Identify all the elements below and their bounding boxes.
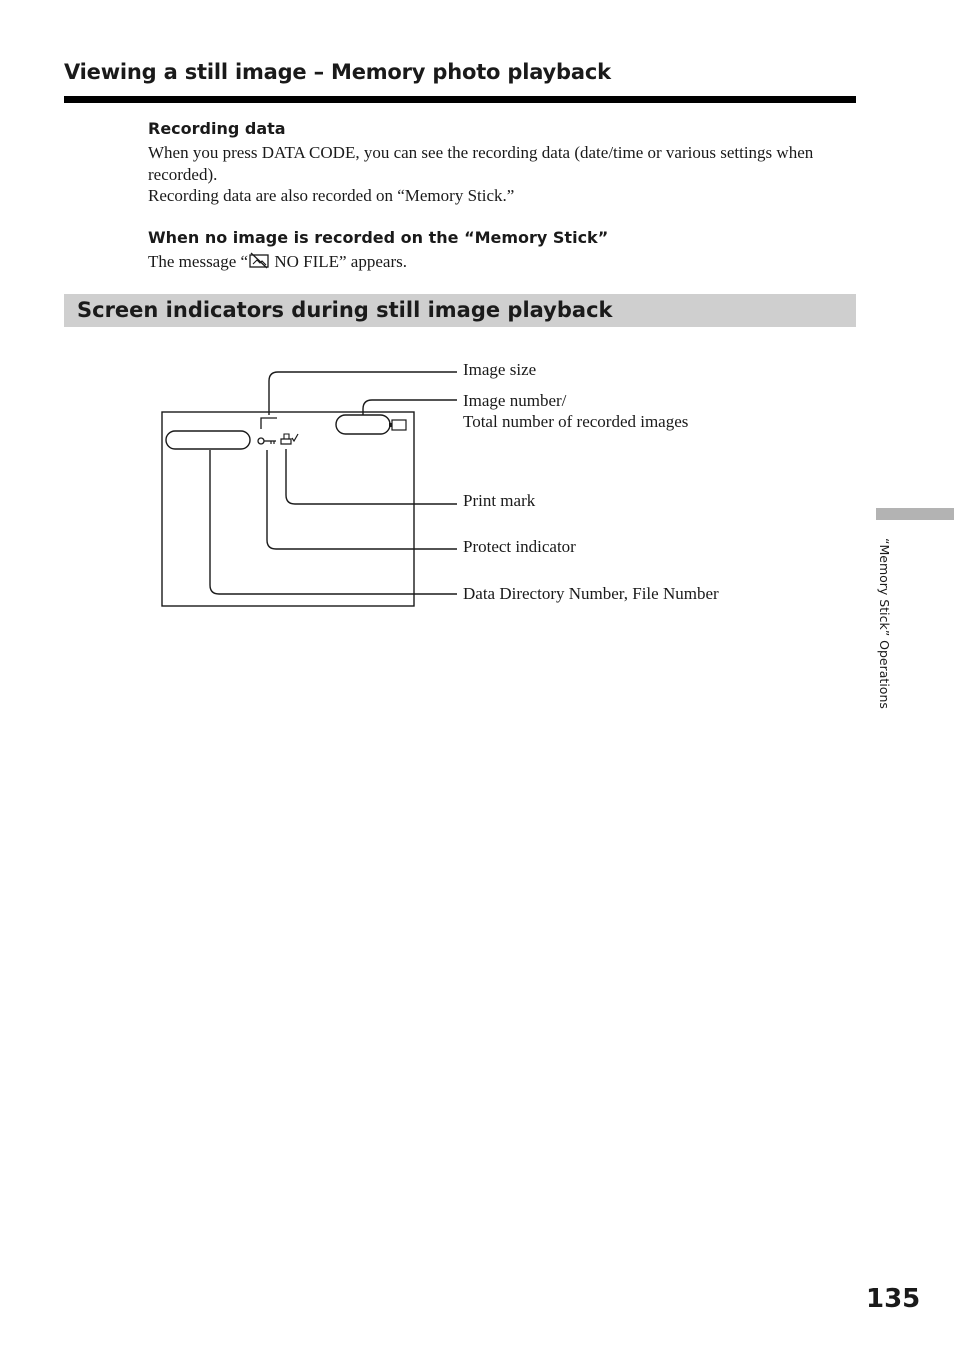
section-title: Viewing a still image – Memory photo playback [64, 60, 611, 84]
no-image-heading: When no image is recorded on the “Memory Stick” [148, 228, 609, 247]
protect-key-icon [258, 438, 276, 444]
message-suffix: NO FILE” appears. [270, 252, 407, 271]
message-prefix: The message “ [148, 252, 249, 271]
recording-data-heading: Recording data [148, 119, 286, 138]
print-mark-icon [281, 434, 298, 444]
lcd-screen-frame [162, 412, 414, 606]
callout-print-mark: Print mark [463, 491, 536, 510]
battery-card-icon [389, 420, 406, 430]
leader-protect-indicator [267, 450, 457, 549]
callout-data-directory: Data Directory Number, File Number [463, 584, 719, 603]
leader-data-directory [210, 450, 457, 594]
page-number: 135 [866, 1284, 921, 1314]
chapter-side-label: “Memory Stick” Operations [877, 538, 892, 709]
image-size-bracket-icon [261, 418, 277, 429]
leader-image-number [363, 400, 457, 415]
callout-image-number: Image number/ [463, 391, 567, 410]
image-number-field [336, 415, 390, 434]
leader-print-mark [286, 449, 457, 504]
subsection-title: Screen indicators during still image playback [77, 298, 613, 322]
recording-data-text: When you press DATA CODE, you can see the recording data (date/time or various settings when recorded). [148, 143, 814, 184]
chapter-tab [876, 508, 954, 520]
recording-data-note: Recording data are also recorded on “Memory Stick.” [148, 186, 515, 205]
callout-image-size: Image size [463, 360, 537, 379]
callout-protect-indicator: Protect indicator [463, 537, 576, 556]
callout-total-images: Total number of recorded images [463, 412, 689, 431]
data-directory-field [166, 431, 250, 449]
callout-leader-lines [210, 372, 457, 594]
